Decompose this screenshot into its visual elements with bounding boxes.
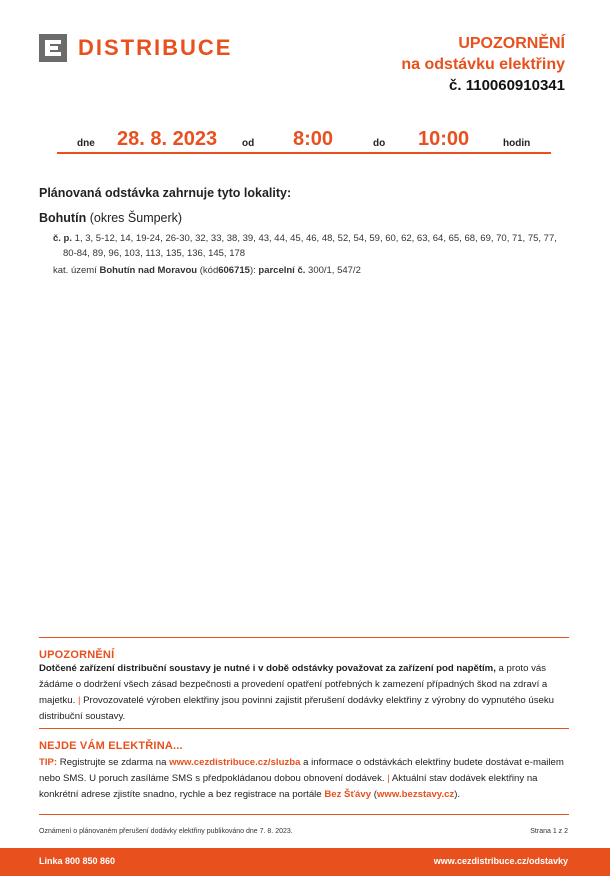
town-name: Bohutín <box>39 211 87 225</box>
hours-label: hodin <box>503 138 531 149</box>
house-numbers <box>53 231 563 261</box>
warning-separator: | <box>77 695 81 706</box>
warning-bold-text: Dotčené zařízení distribuční soustavy je nutné i v době odstávky považovat za zařízení pod napětím, <box>39 663 496 674</box>
parcel-label: parcelní č. <box>258 265 306 276</box>
house-numbers-label: č. p. <box>53 233 73 244</box>
to-label: do <box>373 138 386 149</box>
town-line <box>39 211 182 225</box>
parcel-numbers: 300/1, 547/2 <box>308 265 361 276</box>
warning-text <box>39 661 571 725</box>
warning-text-2: Provozovatelé výroben elektřiny jsou povinni zajistit přerušení dodávky elektřiny z výrobny do vypnutého úseku distribuční soustavy. <box>39 695 554 722</box>
registration-link[interactable]: www.cezdistribuce.cz/sluzba <box>169 757 301 768</box>
start-time: 8:00 <box>293 128 334 150</box>
house-numbers-list: 1, 3, 5-12, 14, 19-24, 26-30, 32, 33, 38, 39, 43, 44, 45, 46, 48, 52, 54, 59, 60, 62, 63, 64, 65, 68, 69, 70, 71, 75, 77, 80-84, 89, 96, 103, 113, 135, 136, 145, 178 <box>63 233 557 259</box>
logo-wordmark: DISTRIBUCE <box>78 35 233 60</box>
notice-number: č. 110060910341 <box>449 77 565 94</box>
outages-website-link[interactable]: www.cezdistribuce.cz/odstavky <box>433 856 568 866</box>
cez-logo-icon <box>39 34 67 62</box>
tip-title: NEJDE VÁM ELEKTŘINA... <box>39 740 183 752</box>
tip-text-1: Registrujte se zdarma na <box>57 757 170 768</box>
warning-rule <box>39 637 569 638</box>
tip-text-3: Aktuální stav dodávek elektřiny na konkrétní adrese zjistíte snadno, rychle a bez registrace na portále <box>39 773 538 800</box>
footer-bar <box>0 848 610 876</box>
tip-label: TIP: <box>39 757 58 768</box>
tip-separator: | <box>387 773 390 784</box>
cadastral-code-suffix: ): <box>249 265 256 276</box>
tip-text <box>39 755 571 803</box>
tip-text-4: ( <box>371 789 377 800</box>
cadastral-code-prefix: (kód <box>199 265 219 276</box>
date-label: dne <box>77 138 95 149</box>
bezstavy-url-link[interactable]: www.bezstavy.cz <box>376 789 455 800</box>
outage-schedule <box>57 124 551 154</box>
cadastral-prefix: kat. území <box>53 265 97 276</box>
tip-rule <box>39 728 569 729</box>
town-district: (okres Šumperk) <box>89 211 183 225</box>
locations-intro: Plánovaná odstávka zahrnuje tyto lokality: <box>39 186 292 200</box>
end-time: 10:00 <box>418 128 470 150</box>
cez-logo <box>39 34 232 62</box>
notice-subtitle: na odstávku elektřiny <box>401 56 565 73</box>
tip-text-5: ). <box>454 789 461 800</box>
notice-heading <box>401 33 565 96</box>
cadastral-code: 606715 <box>218 265 250 276</box>
page-number: Strana 1 z 2 <box>530 828 568 835</box>
hotline: Linka 800 850 860 <box>39 856 116 866</box>
notice-title: UPOZORNĚNÍ <box>458 35 565 52</box>
from-label: od <box>242 138 255 149</box>
warning-text-1: a proto vás žádáme o dodržení všech zásad bezpečnosti a provedení opatření potřebných k zamezení případných škod na zdraví a majetku. <box>39 663 548 706</box>
publication-note: Oznámení o plánovaném přerušení dodávky elektřiny publikováno dne 7. 8. 2023. <box>39 828 293 835</box>
bez-stavy-link[interactable]: Bez Šťávy <box>324 789 372 800</box>
footer-rule <box>39 814 569 815</box>
warning-title: UPOZORNĚNÍ <box>39 649 115 661</box>
outage-date: 28. 8. 2023 <box>117 128 218 150</box>
tip-text-2: a informace o odstávkách elektřiny budete dostávat e-mailem nebo SMS. U poruch zasíláme SMS s předpokládanou dobou obnovení dodávek. <box>39 757 564 784</box>
cadastral-area: Bohutín nad Moravou <box>99 265 198 276</box>
cadastral-line <box>53 265 361 276</box>
